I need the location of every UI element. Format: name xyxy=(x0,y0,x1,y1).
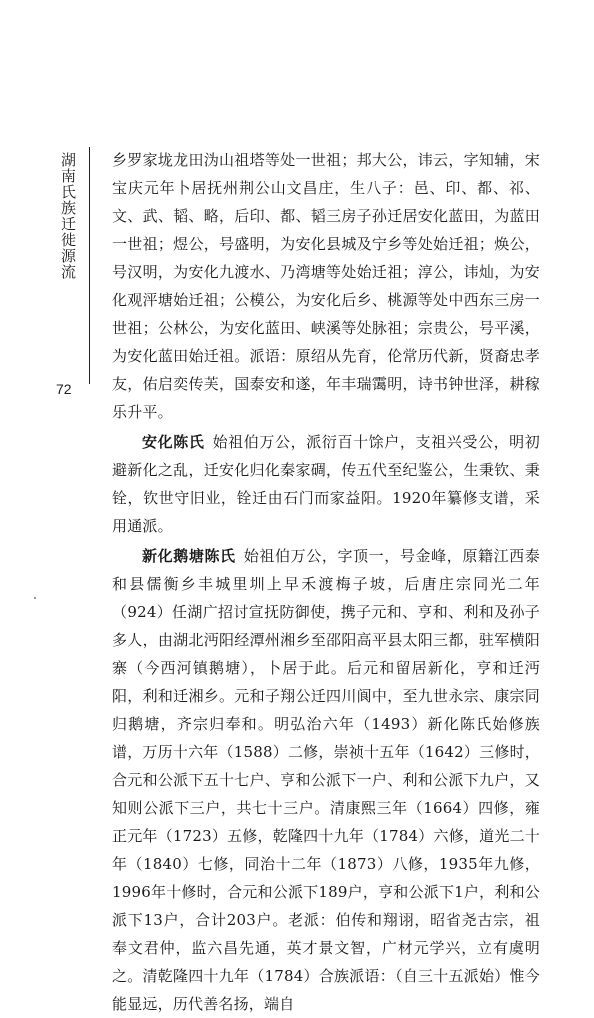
paragraph-continuation xyxy=(112,146,540,426)
scan-speck xyxy=(34,597,36,599)
paragraph-heading: 新化鹅塘陈氏 xyxy=(142,547,236,565)
paragraph-text: 乡罗家垅龙田沩山祖塔等处一世祖；邦大公，讳云，字知辅，宋宝庆元年卜居抚州荆公山文昌庄，生八子：邑、印、都、祁、文、武、韬、略，后印、都、韬三房子孙迁居安化蓝田，为蓝田一世祖；煜公，号盛明，为安化县城及宁乡等处始迁祖；焕公，号汉明，为安化九渡水、乃湾塘等处始迁祖；淳公，讳灿，为安化观泙塘始迁祖；公模公，为安化后乡、桃源等处中西东三房一世祖；公林公，为安化蓝田、峡溪等处脉祖；宗贵公，号平溪，为安化蓝田始迁祖。派语：原绍从先育，伦常历代新，贤裔忠孝友，佑启奕传芙，国泰安和遂，年丰瑞霭明，诗书钟世泽，耕稼乐升平。 xyxy=(112,151,540,421)
paragraph-anhua-chen xyxy=(112,428,540,540)
paragraph-text: 始祖伯万公，派衍百十馀户，支祖兴受公，明初避新化之乱，迁安化归化秦家碉，传五代至纪鉴公，生秉钦、秉铨，钦世守旧业，铨迁由石门而家益阳。1920年纂修支谱，采用通派。 xyxy=(112,433,540,535)
body-text xyxy=(112,146,540,1018)
paragraph-heading: 安化陈氏 xyxy=(142,433,205,451)
margin-divider xyxy=(89,147,90,384)
paragraph-text: 始祖伯万公，字顶一，号金峰，原籍江西泰和县儒衡乡丰城里圳上早禾渡梅子坡，后唐庄宗同光二年（924）任湖广招讨宣抚防御使，携子元和、亨和、利和及孙子多人，由湖北沔阳经潭州湘乡至邵阳高平县太阳三都，驻军横阳寨（今西河镇鹅塘），卜居于此。后元和留居新化，亨和迁沔阳，利和迁湘乡。元和子翔公迁四川阆中，至九世永宗、康宗同归鹅塘，齐宗归奉和。明弘治六年（1493）新化陈氏始修族谱，万历十六年（1588）二修，崇祯十五年（1642）三修时，合元和公派下五十七户、亨和公派下一户、利和公派下九户，又知则公派下三户，共七十三户。清康熙三年（1664）四修，雍正元年（1723）五修，乾隆四十九年（1784）六修，道光二十年（1840）七修，同治十二年（1873）八修，1935年九修，1996年十修时，合元和公派下189户，亨和公派下1户，利和公派下13户，合计203户。老派：伯传和翔诩，昭省尧古宗，祖奉文君仲，监六昌先通，英才景文智，广材元学兴，立有虞明之。清乾隆四十九年（1784）合族派语：（自三十五派始）惟今能显远，历代善名扬，端自 xyxy=(112,547,540,1013)
running-header-title: 湖南氏族迁徙源流 xyxy=(59,152,77,280)
paragraph-xinhua-etang-chen xyxy=(112,542,540,1018)
page-number: 72 xyxy=(56,381,72,397)
